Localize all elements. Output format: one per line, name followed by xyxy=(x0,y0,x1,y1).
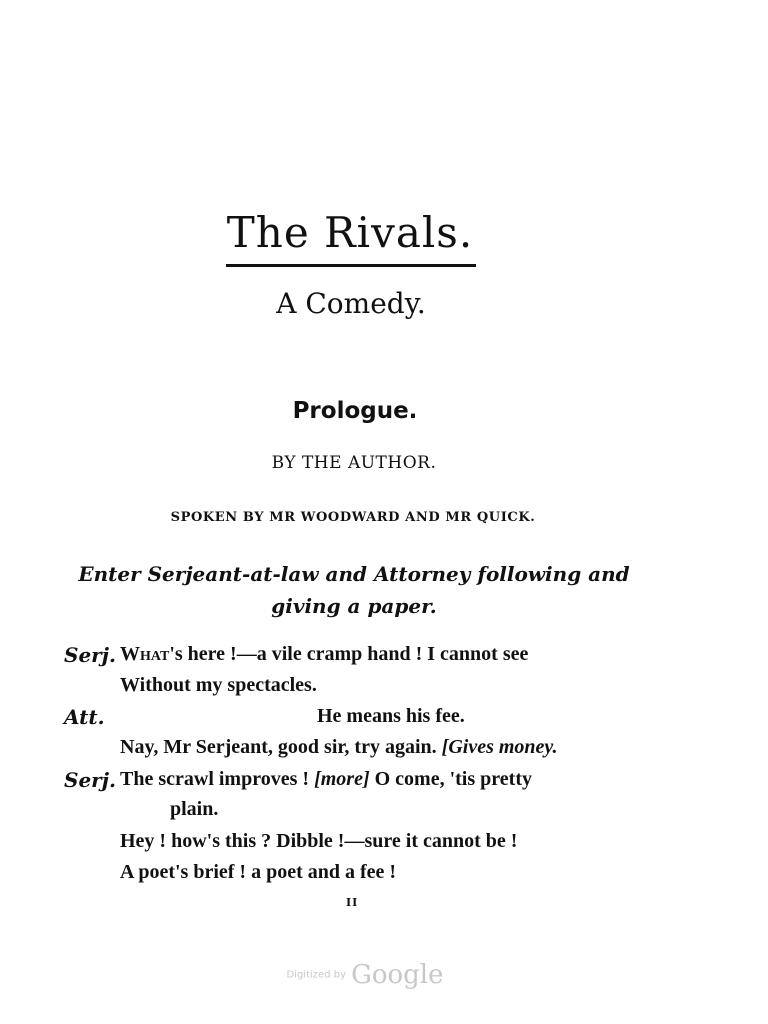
verse-line-4 xyxy=(120,736,558,759)
page-folio: II xyxy=(346,896,359,909)
speaker-serjeant-2: Serj. xyxy=(64,768,116,792)
play-title: The Rivals. xyxy=(226,208,474,257)
verse-line-4-text: Nay, Mr Serjeant, good sir, try again. xyxy=(120,736,437,758)
spoken-by-note: SPOKEN BY MR WOODWARD AND MR QUICK. xyxy=(170,510,536,525)
stage-aside-more: [more] xyxy=(314,768,370,790)
stage-direction: Enter Serjeant-at-law and Attorney following and giving a paper. xyxy=(78,562,630,618)
section-heading: Prologue. xyxy=(292,398,418,424)
google-logo: Google xyxy=(351,960,444,990)
verse-line-7: Hey ! how's this ? Dibble !—sure it cannot be ! xyxy=(120,830,518,852)
verse-line-5-text-a: The scrawl improves ! xyxy=(120,768,310,790)
verse-line-3: He means his fee. xyxy=(317,705,465,727)
watermark-prefix: Digitized by xyxy=(286,969,346,981)
stage-aside-gives-money: [Gives money. xyxy=(441,736,558,758)
play-subtitle: A Comedy. xyxy=(276,287,426,320)
verse-line-5 xyxy=(120,768,532,791)
verse-line-1 xyxy=(120,643,528,666)
verse-line-5-text-b: O come, 'tis pretty xyxy=(374,768,532,790)
byline: BY THE AUTHOR. xyxy=(271,453,437,473)
verse-line-6: plain. xyxy=(170,798,219,820)
verse-line-8: A poet's brief ! a poet and a fee ! xyxy=(120,861,397,883)
verse-line-1-text: 's here !—a vile cramp hand ! I cannot see xyxy=(169,643,529,665)
verse-line-2: Without my spectacles. xyxy=(120,674,317,696)
speaker-serjeant: Serj. xyxy=(64,643,116,667)
title-rule xyxy=(226,264,476,267)
digitization-watermark xyxy=(0,960,730,990)
speaker-attorney: Att. xyxy=(64,705,105,729)
drop-capital-word: What xyxy=(120,643,170,665)
